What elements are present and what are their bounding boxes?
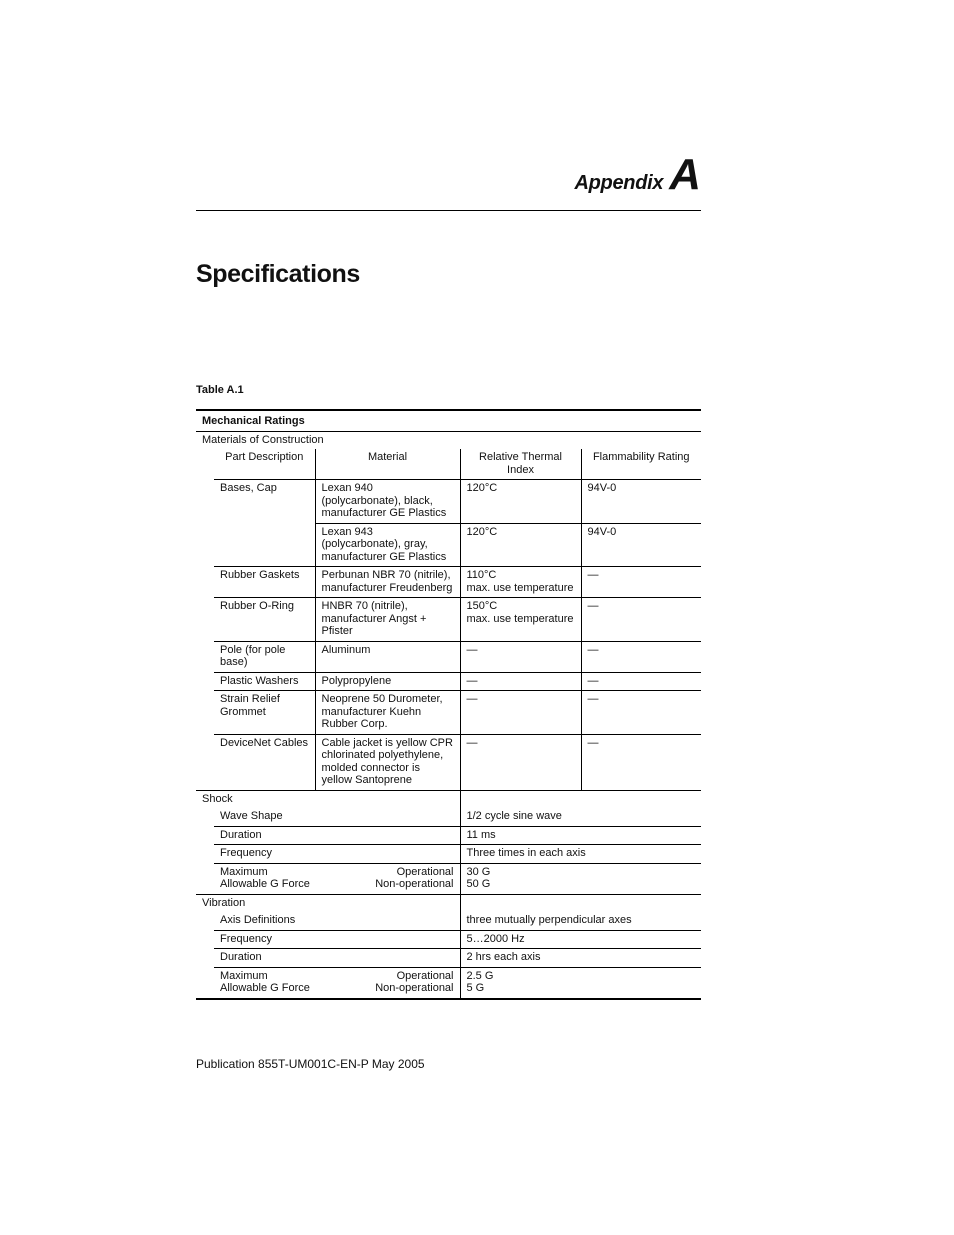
rti-value: 150°C bbox=[466, 600, 498, 612]
appendix-heading bbox=[196, 150, 701, 202]
materials-column-header-row bbox=[196, 449, 701, 480]
rti-cell: 120°C bbox=[460, 523, 581, 567]
flammability-cell: 94V-0 bbox=[581, 523, 701, 567]
table-row bbox=[196, 598, 701, 642]
appendix-word: Appendix bbox=[574, 172, 664, 194]
table-heading: Mechanical Ratings bbox=[196, 410, 701, 431]
column-header-flammability: Flammability Rating bbox=[581, 449, 701, 480]
shock-duration-label: Duration bbox=[214, 826, 460, 845]
vibration-duration-value: 2 hrs each axis bbox=[460, 949, 701, 968]
material-cell: Lexan 943 (polycarbonate), gray, manufacturer GE Plastics bbox=[315, 523, 460, 567]
axis-definitions-label: Axis Definitions bbox=[220, 914, 296, 926]
rti-cell bbox=[460, 567, 581, 598]
nonoperational-value: 5 G bbox=[466, 982, 485, 994]
part-cell: Plastic Washers bbox=[214, 672, 315, 691]
vibration-label: Vibration bbox=[196, 894, 460, 912]
table-row bbox=[196, 808, 701, 826]
table-row bbox=[196, 641, 701, 672]
material-cell: Aluminum bbox=[315, 641, 460, 672]
gforce-label-1: Maximum bbox=[220, 969, 268, 982]
rti-cell: 120°C bbox=[460, 480, 581, 524]
header-rule bbox=[196, 210, 701, 211]
rti-cell: — bbox=[460, 641, 581, 672]
operational-value: 2.5 G bbox=[466, 969, 494, 982]
table-row bbox=[196, 734, 701, 790]
table-row bbox=[196, 845, 701, 864]
shock-group-row bbox=[196, 790, 701, 808]
vibration-duration-label: Duration bbox=[214, 949, 460, 968]
vibration-gforce-label bbox=[214, 967, 460, 999]
table-row bbox=[196, 863, 701, 894]
rti-cell: — bbox=[460, 734, 581, 790]
vibration-frequency-label: Frequency bbox=[214, 930, 460, 949]
shock-label: Shock bbox=[196, 790, 460, 808]
flammability-cell: — bbox=[581, 641, 701, 672]
vibration-group-row bbox=[196, 894, 701, 912]
wave-shape-value: 1/2 cycle sine wave bbox=[460, 808, 701, 826]
part-cell: Rubber O-Ring bbox=[214, 598, 315, 642]
shock-gforce-label bbox=[214, 863, 460, 894]
part-cell: DeviceNet Cables bbox=[214, 734, 315, 790]
flammability-cell: — bbox=[581, 672, 701, 691]
material-cell: Perbunan NBR 70 (nitrile), manufacturer Freudenberg bbox=[315, 567, 460, 598]
flammability-cell: 94V-0 bbox=[581, 480, 701, 524]
table-row bbox=[196, 826, 701, 845]
shock-gforce-value bbox=[460, 863, 701, 894]
material-cell: HNBR 70 (nitrile), manufacturer Angst + Pfister bbox=[315, 598, 460, 642]
vibration-frequency-value: 5…2000 Hz bbox=[460, 930, 701, 949]
table-row bbox=[196, 949, 701, 968]
rti-value: 110°C bbox=[466, 569, 497, 581]
material-cell: Polypropylene bbox=[315, 672, 460, 691]
shock-duration-value: 11 ms bbox=[460, 826, 701, 845]
materials-group-row bbox=[196, 431, 701, 449]
table-caption: Table A.1 bbox=[196, 384, 244, 396]
material-cell: Lexan 940 (polycarbonate), black, manufacturer GE Plastics bbox=[315, 480, 460, 524]
material-cell: Cable jacket is yellow CPR chlorinated polyethylene, molded connector is yellow Santoprene bbox=[315, 734, 460, 790]
table-row bbox=[196, 691, 701, 735]
table-row bbox=[196, 672, 701, 691]
gforce-label-1: Maximum bbox=[220, 865, 268, 878]
vibration-gforce-value bbox=[460, 967, 701, 999]
nonoperational-label: Non-operational bbox=[375, 982, 454, 994]
flammability-cell: — bbox=[581, 567, 701, 598]
specifications-table bbox=[196, 409, 701, 1000]
shock-frequency-label: Frequency bbox=[214, 845, 460, 864]
part-cell: Pole (for pole base) bbox=[214, 641, 315, 672]
flammability-cell: — bbox=[581, 598, 701, 642]
publication-footer: Publication 855T-UM001C-EN-P May 2005 bbox=[196, 1057, 425, 1071]
table-row bbox=[196, 930, 701, 949]
material-cell: Neoprene 50 Durometer, manufacturer Kuehn Rubber Corp. bbox=[315, 691, 460, 735]
flammability-cell: — bbox=[581, 734, 701, 790]
table-row bbox=[196, 912, 701, 930]
rti-cell: — bbox=[460, 691, 581, 735]
axis-definitions-value: three mutually perpendicular axes bbox=[460, 912, 701, 930]
table-row bbox=[196, 480, 701, 524]
rti-note: max. use temperature bbox=[466, 612, 574, 625]
table-bottom-rule bbox=[196, 999, 701, 1000]
nonoperational-label: Non-operational bbox=[375, 878, 454, 890]
operational-label: Operational bbox=[396, 865, 454, 878]
part-cell: Bases, Cap bbox=[214, 480, 315, 567]
gforce-label-2: Allowable G Force bbox=[220, 878, 310, 890]
part-cell: Strain Relief Grommet bbox=[214, 691, 315, 735]
column-header-rti: Relative Thermal Index bbox=[460, 449, 581, 480]
appendix-letter: A bbox=[669, 150, 701, 199]
materials-label: Materials of Construction bbox=[202, 433, 324, 446]
flammability-cell: — bbox=[581, 691, 701, 735]
rti-cell: — bbox=[460, 672, 581, 691]
table-row bbox=[196, 967, 701, 999]
column-header-part: Part Description bbox=[225, 451, 304, 463]
table-heading-row bbox=[196, 410, 701, 431]
operational-value: 30 G bbox=[466, 865, 491, 878]
page-title: Specifications bbox=[196, 260, 360, 288]
wave-shape-label: Wave Shape bbox=[220, 810, 283, 822]
operational-label: Operational bbox=[396, 969, 454, 982]
column-header-material: Material bbox=[315, 449, 460, 480]
part-cell: Rubber Gaskets bbox=[214, 567, 315, 598]
rti-cell bbox=[460, 598, 581, 642]
rti-note: max. use temperature bbox=[466, 581, 574, 594]
gforce-label-2: Allowable G Force bbox=[220, 982, 310, 994]
table-row bbox=[196, 567, 701, 598]
shock-frequency-value: Three times in each axis bbox=[460, 845, 701, 864]
nonoperational-value: 50 G bbox=[466, 878, 491, 890]
